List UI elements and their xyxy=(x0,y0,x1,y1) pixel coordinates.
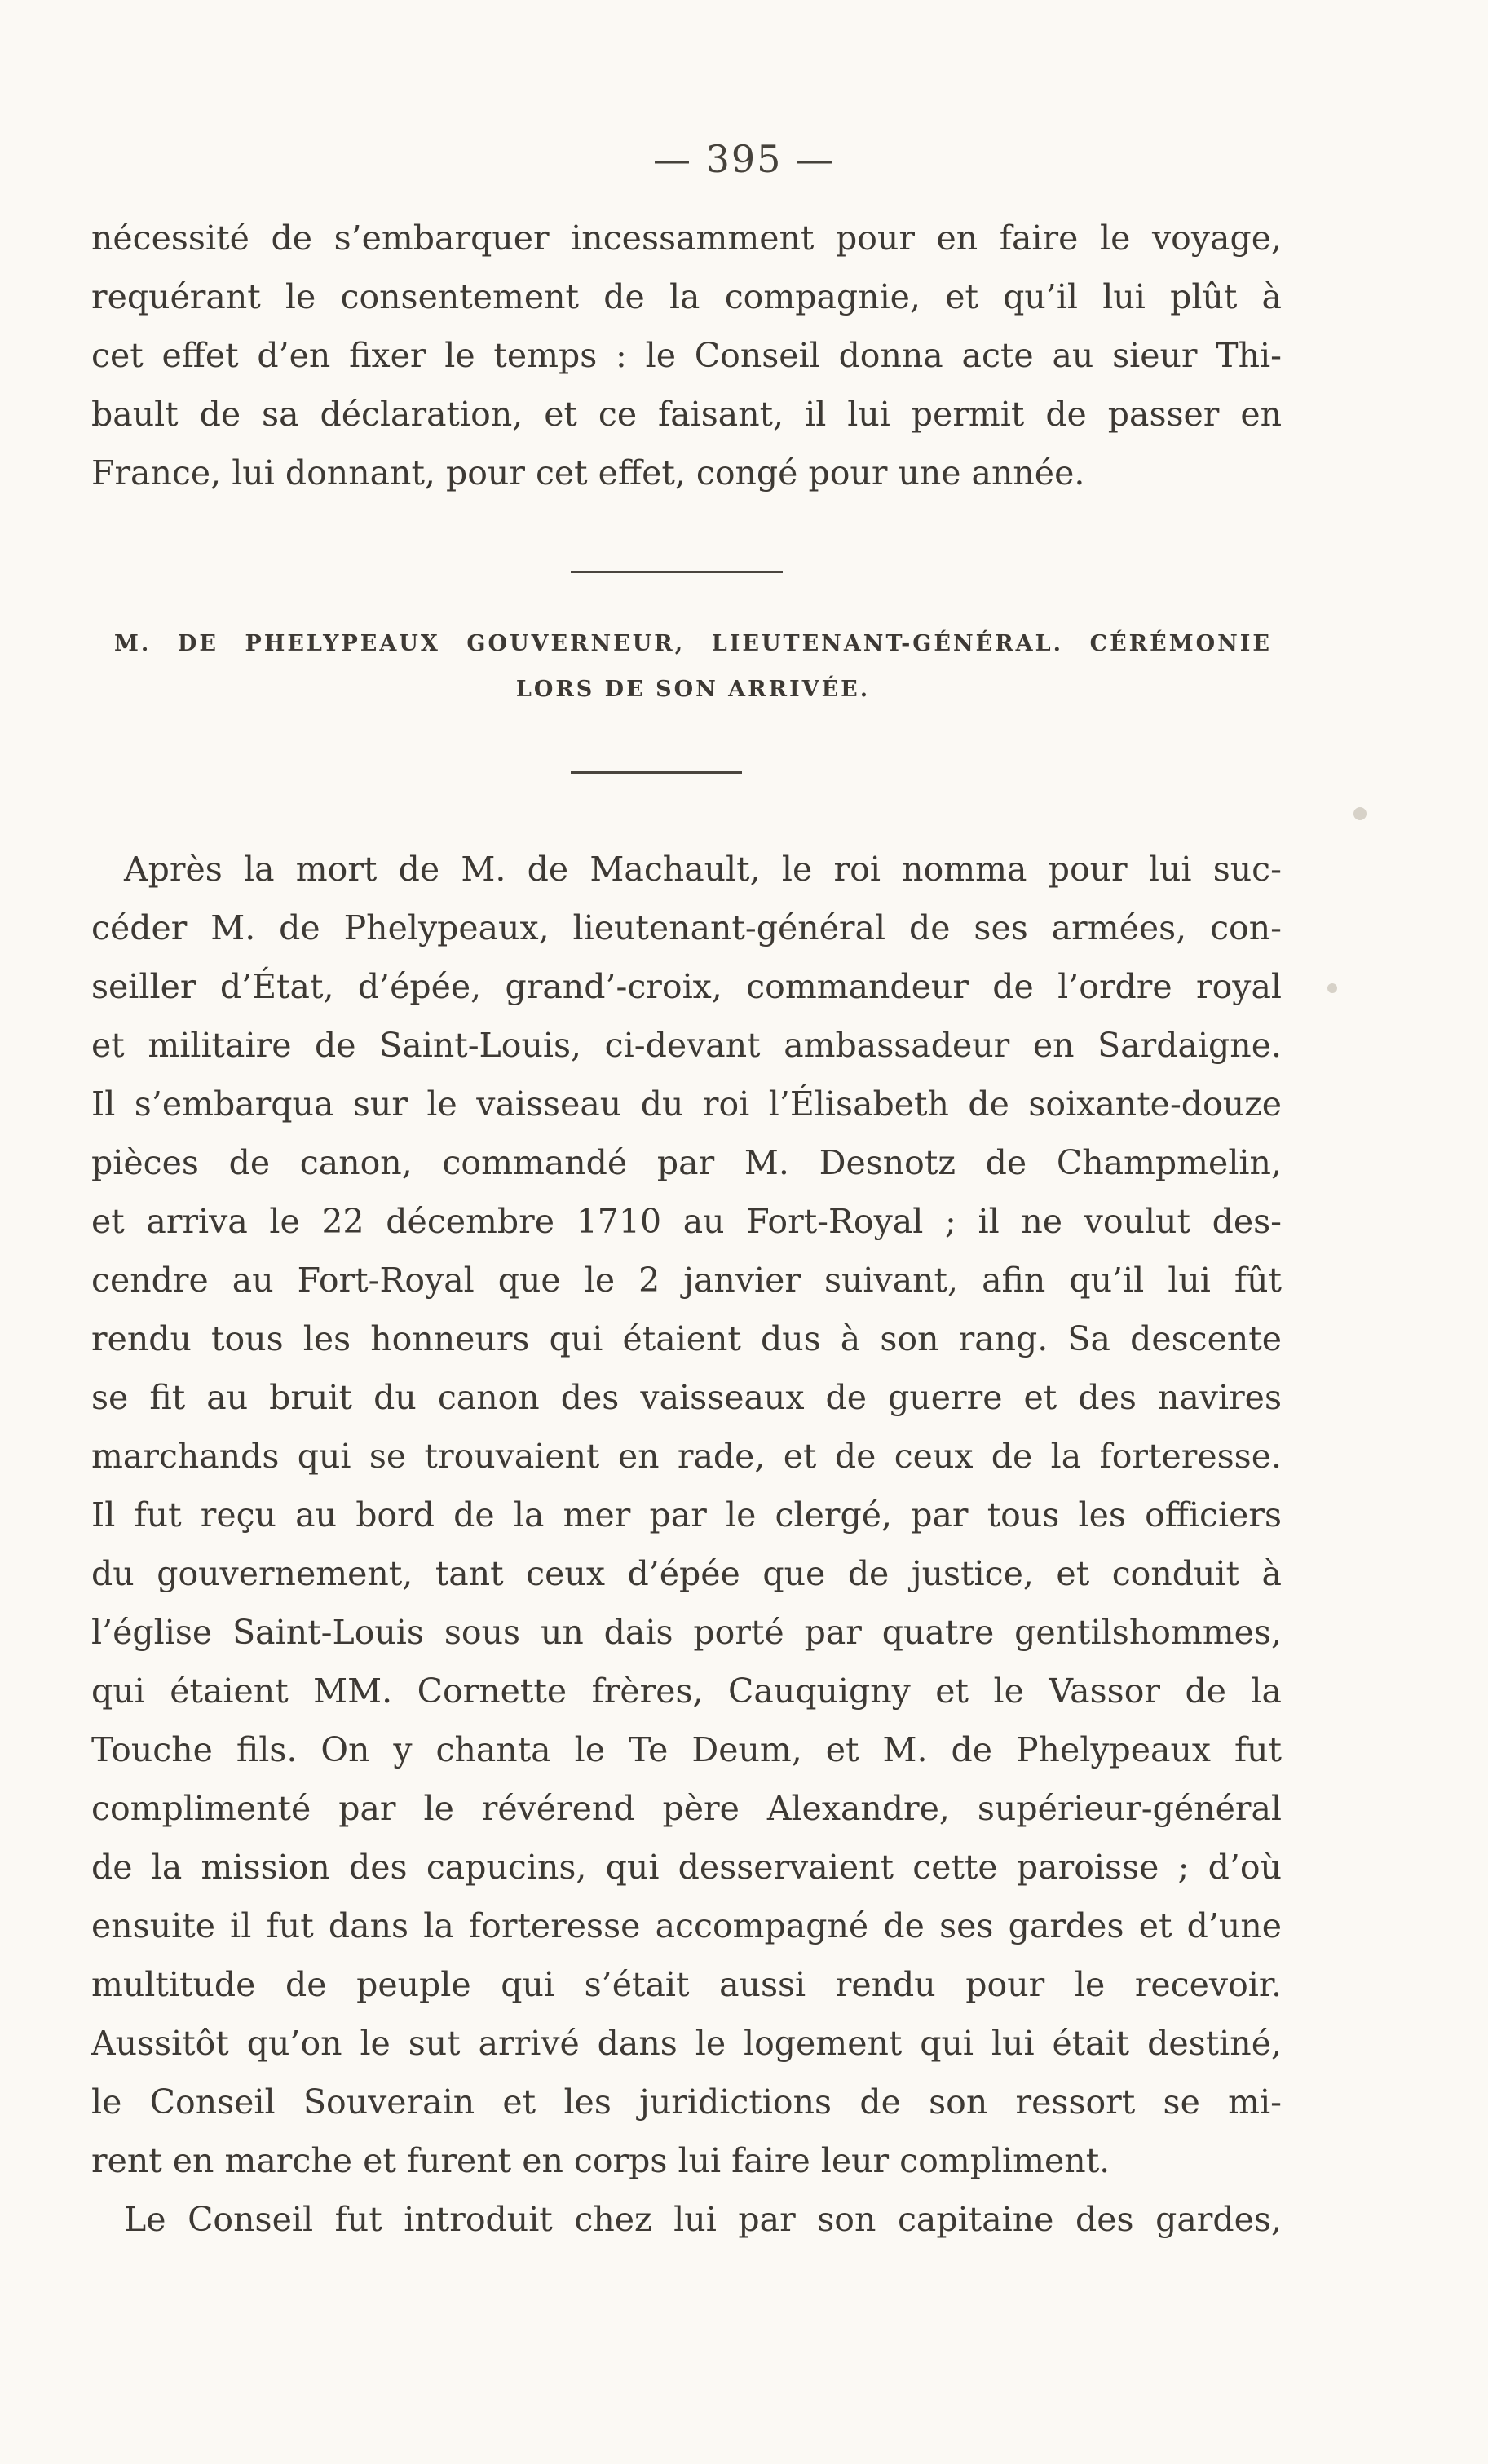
page-number: — 395 — xyxy=(652,137,836,181)
text-line: cendre au Fort-Royal que le 2 janvier suivant, afin qu’il lui fût xyxy=(91,1261,1282,1300)
paper-spot xyxy=(1353,807,1367,820)
text-line: cet effet d’en fixer le temps : le Conseil donna acte au sieur Thi- xyxy=(91,336,1282,375)
text-line: et arriva le 22 décembre 1710 au Fort-Royal ; il ne voulut des- xyxy=(91,1202,1282,1241)
heading-line: LORS DE SON ARRIVÉE. xyxy=(515,677,871,702)
text-line: céder M. de Phelypeaux, lieutenant-général de ses armées, con- xyxy=(91,908,1282,947)
text-line: Le Conseil fut introduit chez lui par son capitaine des gardes, xyxy=(124,2200,1282,2239)
text-line: marchands qui se trouvaient en rade, et de ceux de la forteresse. xyxy=(91,1437,1282,1476)
text-line: requérant le consentement de la compagnie, et qu’il lui plût à xyxy=(91,277,1282,316)
text-line: de la mission des capucins, qui desservaient cette paroisse ; d’où xyxy=(91,1848,1282,1887)
text-line: qui étaient MM. Cornette frères, Cauquigny et le Vassor de la xyxy=(91,1671,1282,1711)
text-line: France, lui donnant, pour cet effet, congé pour une année. xyxy=(91,453,1085,492)
section-heading xyxy=(114,621,1272,713)
text-line: seiller d’État, d’épée, grand’-croix, commandeur de l’ordre royal xyxy=(91,967,1282,1006)
text-line: bault de sa déclaration, et ce faisant, il lui permit de passer en xyxy=(91,395,1282,434)
text-line: ensuite il fut dans la forteresse accompagné de ses gardes et d’une xyxy=(91,1906,1282,1945)
text-line: multitude de peuple qui s’était aussi rendu pour le recevoir. xyxy=(91,1965,1282,2004)
text-line: Il fut reçu au bord de la mer par le clergé, par tous les officiers xyxy=(91,1495,1282,1534)
text-line: rendu tous les honneurs qui étaient dus à son rang. Sa descente xyxy=(91,1319,1282,1358)
divider-rule xyxy=(571,571,783,573)
text-line: nécessité de s’embarquer incessamment pour en faire le voyage, xyxy=(91,219,1282,258)
text-line: complimenté par le révérend père Alexandre, supérieur-général xyxy=(91,1789,1282,1828)
text-line: Après la mort de M. de Machault, le roi nomma pour lui suc- xyxy=(124,850,1282,889)
paper-spot xyxy=(1327,983,1337,993)
text-line: Aussitôt qu’on le sut arrivé dans le logement qui lui était destiné, xyxy=(91,2024,1282,2063)
text-line: pièces de canon, commandé par M. Desnotz de Champmelin, xyxy=(91,1143,1282,1182)
text-line: du gouvernement, tant ceux d’épée que de justice, et conduit à xyxy=(91,1554,1282,1593)
text-line: l’église Saint-Louis sous un dais porté par quatre gentilshommes, xyxy=(91,1613,1282,1652)
text-line: Il s’embarqua sur le vaisseau du roi l’Élisabeth de soixante-douze xyxy=(91,1084,1282,1124)
text-line: Touche fils. On y chanta le Te Deum, et M. de Phelypeaux fut xyxy=(91,1730,1282,1769)
heading-line: M. DE PHELYPEAUX GOUVERNEUR, LIEUTENANT-GÉNÉRAL. CÉRÉMONIE xyxy=(114,631,1272,656)
paragraph-continuation xyxy=(91,209,1282,502)
divider-rule xyxy=(571,771,742,774)
paragraph-main xyxy=(91,840,1282,2249)
text-line: et militaire de Saint-Louis, ci-devant ambassadeur en Sardaigne. xyxy=(91,1026,1282,1065)
text-line: se fit au bruit du canon des vaisseaux de guerre et des navires xyxy=(91,1378,1282,1417)
text-line: rent en marche et furent en corps lui faire leur compliment. xyxy=(91,2141,1110,2180)
text-line: le Conseil Souverain et les juridictions de son ressort se mi- xyxy=(91,2082,1282,2122)
